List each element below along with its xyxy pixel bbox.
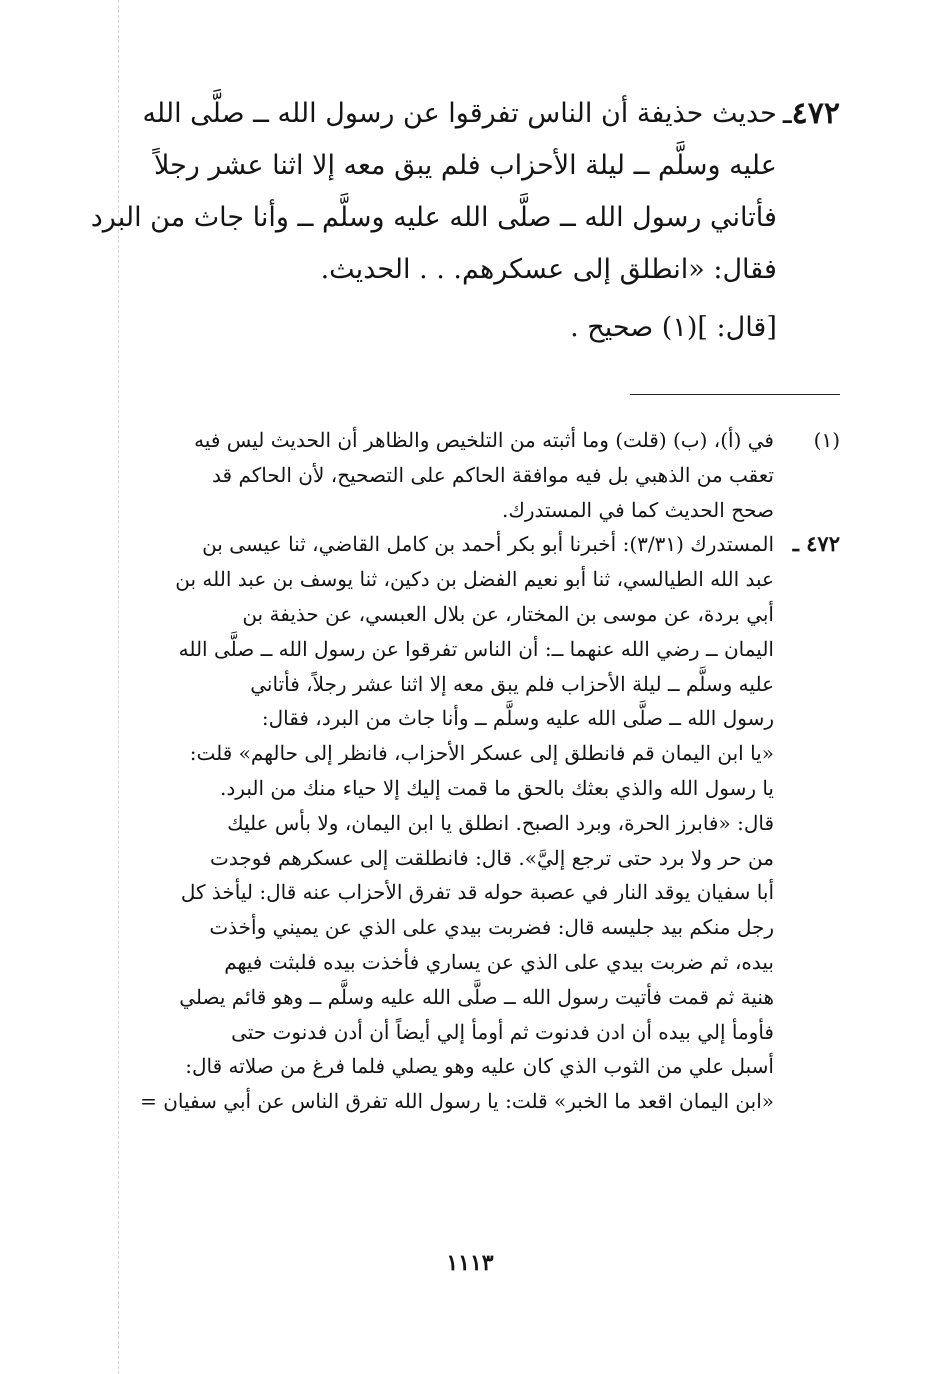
page-number: ١١١٣ [446,1250,494,1276]
footnote-line: صحح الحديث كما في المستدرك. [502,497,774,522]
footnote-1 [140,423,840,527]
footnote-line: تعقب من الذهبي بل فيه موافقة الحاكم على التصحيح، لأن الحاكم قد [212,462,774,487]
footnote-separator [630,394,840,395]
entry-number-dash: ـ [782,96,792,131]
footnote-line: في (أ)، (ب) (قلت) وما أثبته من التلخيص والظاهر أن الحديث ليس فيه [194,428,774,452]
entry-line: فقال: «انطلق إلى عسكرهم. . . الحديث. [320,254,777,285]
footnote-text [140,527,774,1119]
footnote-line: أبا سفيان يوقد النار في عصبة حوله قد تفرق الأحزاب عنه قال: ليأخذ كل [180,880,774,905]
footnote-line: اليمان ــ رضي الله عنهما ــ: أن الناس تفرقوا عن رسول الله ــ صلَّى الله [178,636,774,661]
footnote-number: ٤٧٢ ـ [792,531,840,557]
entry-line: حديث حذيفة أن الناس تفرقوا عن رسول الله ــ صلَّى الله [142,98,777,129]
hadith-entry [90,88,840,354]
footnote-line: أبي بردة، عن موسى بن المختار، عن بلال العبسي، عن حذيفة بن [242,601,774,626]
footnote-line: رسول الله ــ صلَّى الله عليه وسلَّم ــ وأنا جاث من البرد، فقال: [261,706,774,731]
entry-line: فأتاني رسول الله ــ صلَّى الله عليه وسلَّم ــ وأنا جاث من البرد [90,202,777,233]
footnote-line: المستدرك (٣/٣١): أخبرنا أبو بكر أحمد بن كامل القاضي، ثنا عيسى بن [202,532,774,557]
footnote-472 [140,527,840,1119]
footnote-number: (١) [813,428,840,452]
footnote-text [140,423,774,527]
footnote-line: يا رسول الله والذي بعثك بالحق ما قمت إليك إلا حياء منك من البرد. [220,775,774,800]
entry-line: عليه وسلَّم ــ ليلة الأحزاب فلم يبق معه إلا اثنا عشر رجلاً [154,150,777,181]
footnote-line: «ابن اليمان اقعد ما الخبر» قلت: يا رسول الله تفرق الناس عن أبي سفيان = [140,1089,774,1114]
footnote-line: هنية ثم قمت فأتيت رسول الله ــ صلَّى الله عليه وسلَّم ــ وهو قائم يصلي [179,984,774,1009]
entry-number [783,88,840,140]
footnote-line: من حر ولا برد حتى ترجع إليَّ». قال: فانطلقت إلى عسكرهم فوجدت [210,845,774,870]
footnote-line: عليه وسلَّم ــ ليلة الأحزاب فلم يبق معه إلا اثنا عشر رجلاً، فأتاني [250,671,774,696]
footnote-line: رجل منكم بيد جليسه قال: فضربت بيدي على الذي عن يميني وأخذت [209,915,774,940]
footnote-line: أسبل علي من الثوب الذي كان عليه وهو يصلي فلما فرغ من صلاته قال: [185,1054,774,1079]
footnote-line: بيده، ثم ضربت بيدي على الذي عن يساري فأخذت بيده فلبثت فيهم [224,949,774,974]
footnote-line: قال: «فابرز الحرة، وبرد الصبح. انطلق يا ابن اليمان، ولا بأس عليك [227,810,774,835]
footnote-line: «يا ابن اليمان قم فانطلق إلى عسكر الأحزاب، فانظر إلى حالهم» قلت: [189,741,774,766]
entry-number-value: ٤٧٢ [791,96,840,131]
footnote-line: فأومأ إلي بيده أن ادن فدنوت ثم أومأ إلي أيضاً أن أدن فدنوت حتى [231,1019,774,1044]
entry-text [91,88,777,354]
page-body [90,88,840,1119]
entry-grading: [قال: ](١) صحيح . [570,312,777,343]
footnote-line: عبد الله الطيالسي، ثنا أبو نعيم الفضل بن دكين، ثنا يوسف بن عبد الله بن [175,567,774,592]
